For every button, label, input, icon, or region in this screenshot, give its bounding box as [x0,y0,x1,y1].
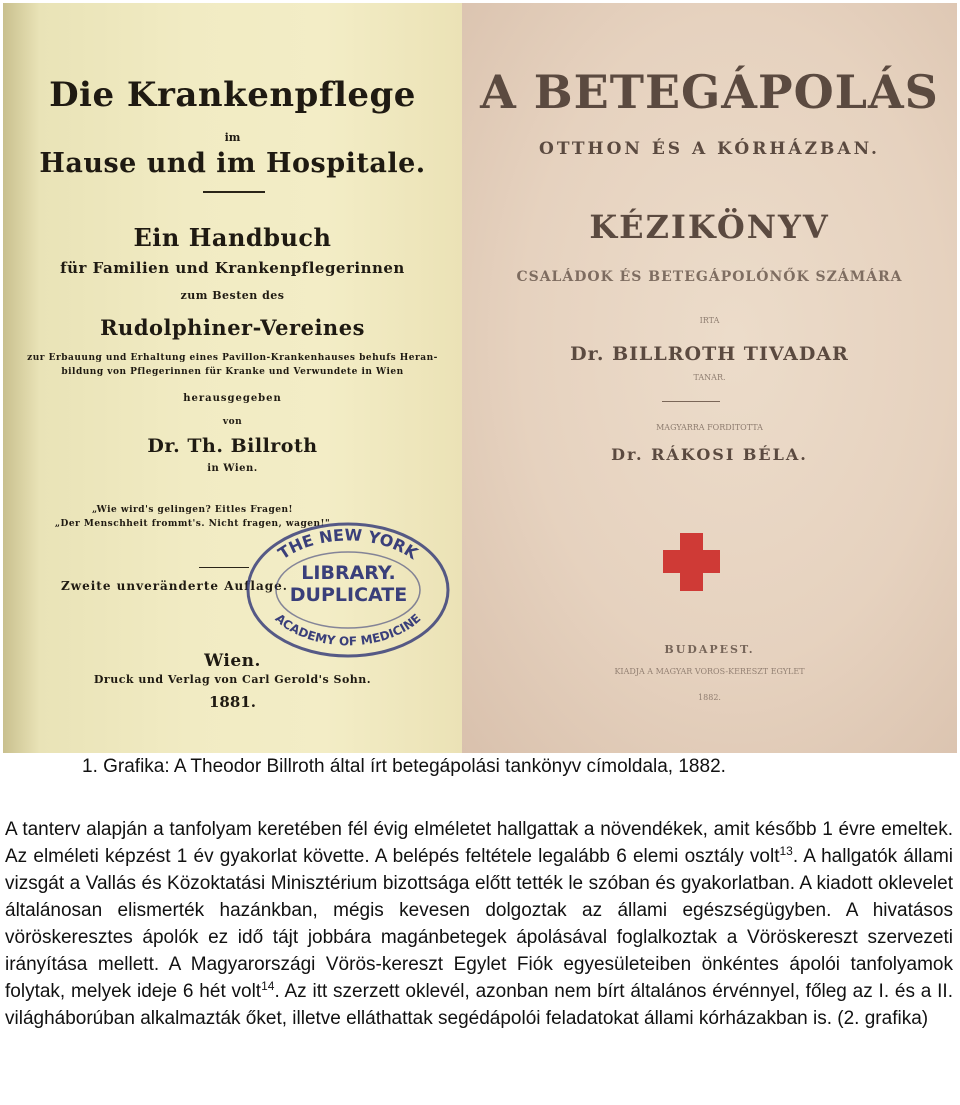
german-title: Die Krankenpflege [49,75,416,115]
hungarian-author-title: TANÁR. [693,373,726,382]
german-subtitle: Ein Handbuch [133,223,332,252]
footnote-ref-13[interactable]: 13 [779,844,793,858]
hungarian-city: BUDAPEST. [664,643,755,656]
paragraph-text-2: . A hallgatók állami vizsgát a Vallás és Közoktatási Minisztérium bizottsága előtt tették le szóban és gyakorlatban. A kiadott oklevelet általánosan elismerték hazánkban, mégis kevesen dolgoztak az állami egészségügyben. A hivatásos vöröskeresztes ápolók ez idő tájt jobbára magánbetegek ápolásával foglalkoztak a Vöröskereszt szervezeti irányítása mellett. A Magyarországi Vörös-kereszt Egylet Fiók egyesületeiben önkéntes ápolói tanfolyamok folytak, melyek ideje 6 hét volt [5,846,954,1002]
hungarian-divider [662,401,720,402]
hungarian-author: Dr. BILLROTH TIVADAR [570,343,849,365]
hungarian-year: 1882. [698,693,721,702]
hungarian-title: A BETEGÁPOLÁS [480,65,939,119]
paragraph-text-3: . Az itt szerzett oklevél, azonban nem bírt általános érvénnyel, főleg az I. és a II. világháborúban alkalmazták őket, illetve elláthattak segédápolói feladatokat állami kórházakban is. (2. grafika) [5,981,953,1029]
stamp-line2: DUPLICATE [289,584,408,606]
stamp-arc-bottom: ACADEMY OF MEDICINE [272,611,424,649]
svg-text:THE NEW YORK [275,525,422,563]
german-city: Wien. [204,651,261,671]
hungarian-translator-label: MAGYARRA FORDÍTOTTA [656,423,763,432]
german-von: von [222,417,243,427]
german-edition: Zweite unveränderte Auflage. [61,579,288,593]
title-pages-photo [3,3,957,753]
hungarian-subtitle: OTTHON ÉS A KÓRHÁZBAN. [539,139,880,159]
hungarian-publisher: KIADJA A MAGYAR VÖRÖS-KERESZT EGYLET [614,667,805,676]
german-zum-besten: zum Besten des [180,289,285,302]
footnote-ref-14[interactable]: 14 [261,979,275,993]
german-verein: Rudolphiner-Vereines [100,315,365,340]
title-divider [203,191,265,193]
german-title-im: im [224,131,241,144]
figure-caption: 1. Grafika: A Theodor Billroth által írt betegápolási tankönyv címoldala, 1882. [82,756,726,777]
hungarian-kezikonyv: KÉZIKÖNYV [589,208,830,246]
german-motto-line1: „Wie wird's gelingen? Eitles Fragen! [91,505,294,515]
body-paragraph [5,816,953,1032]
german-motto-line2: „Der Menschheit frommt's. Nicht fragen, wagen!" [54,519,331,529]
german-desc-line1: zur Erbauung und Erhaltung eines Pavillon-Krankenhauses behufs Heran- [27,353,438,363]
stamp-line1: LIBRARY. [301,562,396,584]
library-stamp [241,518,456,668]
hungarian-translator: Dr. RÁKOSI BÉLA. [611,445,808,464]
german-title-line2: Hause und im Hospitale. [39,148,426,179]
german-for-line: für Familien und Krankenpflegerinnen [60,259,405,277]
german-publisher: Druck und Verlag von Carl Gerold's Sohn. [93,673,372,686]
hungarian-irta: IRTA [699,316,720,325]
hungarian-for-line: CSALÁDOK ÉS BETEGÁPOLÓNŐK SZÁMÁRA [516,269,903,285]
german-year: 1881. [209,693,256,711]
hungarian-title-page [462,3,957,753]
german-author: Dr. Th. Billroth [147,435,318,457]
german-in-wien: in Wien. [207,463,258,474]
german-desc-line2: bildung von Pflegerinnen für Kranke und Verwundete in Wien [61,367,404,377]
paragraph-text-1: A tanterv alapján a tanfolyam keretében fél évig elméletet hallgattak a növendékek, amit később 1 évre emeltek. Az elméleti képzést 1 év gyakorlat követte. A belépés feltétele legalább 6 elemi osztály volt [5,819,953,867]
german-herausgegeben: herausgegeben [183,393,282,404]
svg-text:ACADEMY OF MEDICINE [273,611,424,648]
stamp-arc-top: THE NEW YORK [274,525,422,564]
